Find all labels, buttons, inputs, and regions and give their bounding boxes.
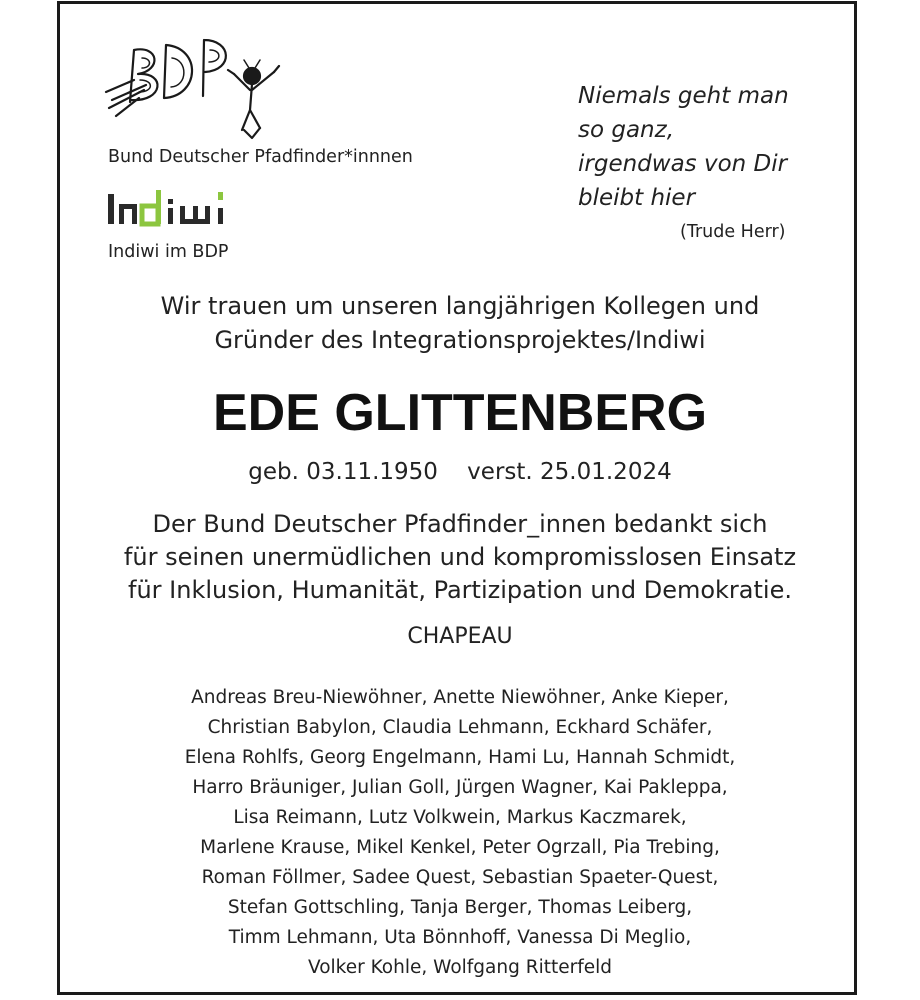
signatories-line: Lisa Reimann, Lutz Volkwein, Markus Kaczmarek, bbox=[233, 807, 687, 828]
organization-name: Bund Deutscher Pfadfinder*innnen bbox=[108, 147, 413, 167]
thanks-line: für Inklusion, Humanität, Partizipation und Demokratie. bbox=[128, 576, 792, 604]
signatories-line: Christian Babylon, Claudia Lehmann, Eckhard Schäfer, bbox=[207, 717, 713, 738]
quote-line: Niemals geht man bbox=[578, 83, 789, 109]
indiwi-caption: Indiwi im BDP bbox=[108, 242, 229, 262]
thanks-text bbox=[60, 508, 860, 607]
quote-line: bleibt hier bbox=[578, 185, 696, 211]
signatories-line: Andreas Breu-Niewöhner, Anette Niewöhner, Anke Kieper, bbox=[191, 687, 729, 708]
signatories-line: Volker Kohle, Wolfgang Ritterfeld bbox=[307, 957, 612, 978]
intro-line: Gründer des Integrationsprojektes/Indiwi bbox=[214, 326, 706, 354]
bdp-logo bbox=[104, 30, 284, 142]
quote-line: so ganz, bbox=[578, 117, 675, 143]
quote-author: (Trude Herr) bbox=[680, 222, 786, 242]
signatories-line: Stefan Gottschling, Tanja Berger, Thomas Leiberg, bbox=[227, 897, 693, 918]
intro-line: Wir trauen um unseren langjährigen Kollegen und bbox=[160, 292, 760, 320]
quote-line: irgendwas von Dir bbox=[578, 151, 788, 177]
signatories-line: Harro Bräuniger, Julian Goll, Jürgen Wagner, Kai Pakleppa, bbox=[192, 777, 728, 798]
signatories-list bbox=[60, 683, 860, 983]
signatories-line: Marlene Krause, Mikel Kenkel, Peter Ogrzall, Pia Trebing, bbox=[200, 837, 720, 858]
signatories-line: Roman Föllmer, Sadee Quest, Sebastian Spaeter-Quest, bbox=[201, 867, 719, 888]
thanks-line: Der Bund Deutscher Pfadfinder_innen bedankt sich bbox=[152, 510, 768, 538]
signatories-line: Timm Lehmann, Uta Bönnhoff, Vanessa Di Meglio, bbox=[228, 927, 692, 948]
quote bbox=[578, 79, 838, 215]
chapeau: CHAPEAU bbox=[407, 624, 513, 649]
indiwi-logo bbox=[106, 184, 256, 230]
intro-text bbox=[60, 289, 860, 357]
deceased-name: EDE GLITTENBERG bbox=[212, 384, 708, 442]
life-dates: geb. 03.11.1950 verst. 25.01.2024 bbox=[248, 459, 672, 485]
thanks-line: für seinen unermüdlichen und kompromisslosen Einsatz bbox=[123, 543, 797, 571]
signatories-line: Elena Rohlfs, Georg Engelmann, Hami Lu, Hannah Schmidt, bbox=[184, 747, 736, 768]
